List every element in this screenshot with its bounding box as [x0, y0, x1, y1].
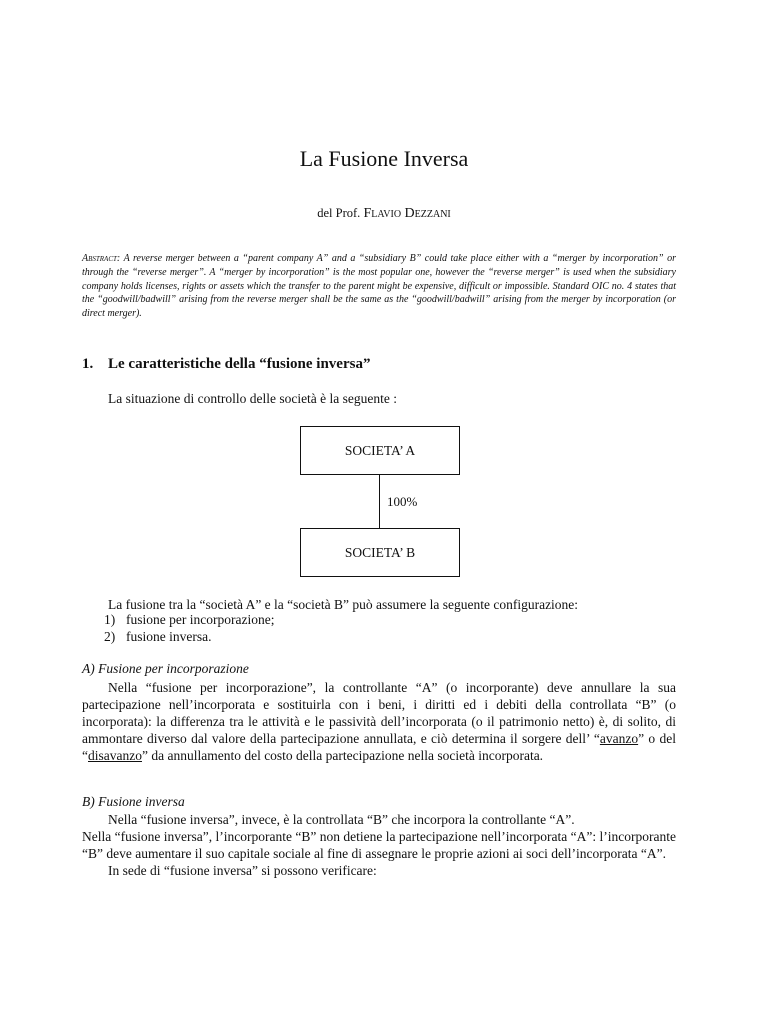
- ownership-percentage: 100%: [387, 494, 418, 509]
- company-a-label: SOCIETA’ A: [344, 442, 416, 458]
- list-item-text: fusione inversa.: [126, 628, 212, 644]
- list-item-number: 1): [104, 612, 116, 627]
- configuration-text: La fusione tra la “società A” e la “società B” può assumere la seguente configurazione:: [108, 597, 579, 612]
- author-prefix: del Prof.: [317, 206, 361, 220]
- paragraph-a-part: Nella “fusione per incorporazione”, la controllante “A” (o incorporante) deve annullare la sua partecipazione nell’incorporata e sostituirla con i beni, i diritti ed i debiti della controllata “B” (o incorporata): la differenza tra le attività e le passività dell’incorporata (o il patrimonio netto) è, di solito, di ammontare diverso dal valore della partecipazione annullata, e ciò determina il sorgere dell’ “: [82, 680, 676, 746]
- company-b-label: SOCIETA’ B: [344, 544, 416, 560]
- author-name: Flavio Dezzani: [363, 206, 451, 221]
- paragraph-a-part: ” da annullamento del costo della partecipazione nella società incorporata.: [141, 748, 544, 763]
- paragraph-b2: Nella “fusione inversa”, l’incorporante “B” non detiene la partecipazione nell’incorporata “A”: l’incorporante “B” deve aumentare il suo capitale sociale al fine di assegnare le proprie azioni ai soci dell’incorporata “A”.: [82, 829, 676, 861]
- author-line: [0, 206, 768, 222]
- abstract-text: A reverse merger between a “parent company A” and a “subsidiary B” could take place either with a “merger by incorporation” or through the “reverse merger”. A “merger by incorporation” is the most popular one, however the “reverse merger” is used when the subsidiary company holds licenses, rights or assets which the transfer to the parent might be expensive, difficult or impossible. Standard OIC no. 4 states that the “goodwill/badwill” arising from the reverse merger shall be the same as the “goodwill/badwill” arising from the merger by incorporation (or direct merger).: [82, 253, 676, 320]
- list-item: [104, 629, 274, 646]
- subheading-a: A) Fusione per incorporazione: [82, 661, 249, 676]
- subheading-b: B) Fusione inversa: [82, 794, 185, 809]
- list-item: [104, 612, 274, 629]
- abstract: [82, 252, 676, 321]
- paragraph-a-text: [82, 679, 676, 764]
- paragraph-a: [82, 679, 676, 764]
- intro-text: La situazione di controllo delle società è la seguente :: [108, 391, 398, 406]
- ownership-connector-line: [379, 475, 380, 528]
- list-item-text: fusione per incorporazione;: [126, 612, 275, 627]
- paragraph-b3: In sede di “fusione inversa” si possono verificare:: [108, 863, 377, 878]
- section-number: 1.: [82, 356, 94, 372]
- avanzo-term: avanzo: [599, 731, 639, 746]
- list-item-number: 2): [104, 628, 116, 644]
- paragraph-b: [82, 811, 676, 879]
- page-title: La Fusione Inversa: [299, 146, 469, 171]
- section-heading: [82, 356, 370, 373]
- disavanzo-term: disavanzo: [88, 748, 142, 763]
- abstract-label: Abstract:: [82, 253, 121, 264]
- company-b-box: [300, 528, 460, 577]
- paragraph-a-part: ” o del “: [82, 731, 676, 763]
- company-a-box: [300, 426, 460, 475]
- section-title: Le caratteristiche della “fusione inversa”: [108, 356, 371, 372]
- paragraph-b1: Nella “fusione inversa”, invece, è la controllata “B” che incorpora la controllante “A”.: [108, 812, 575, 827]
- configuration-list: [104, 612, 274, 645]
